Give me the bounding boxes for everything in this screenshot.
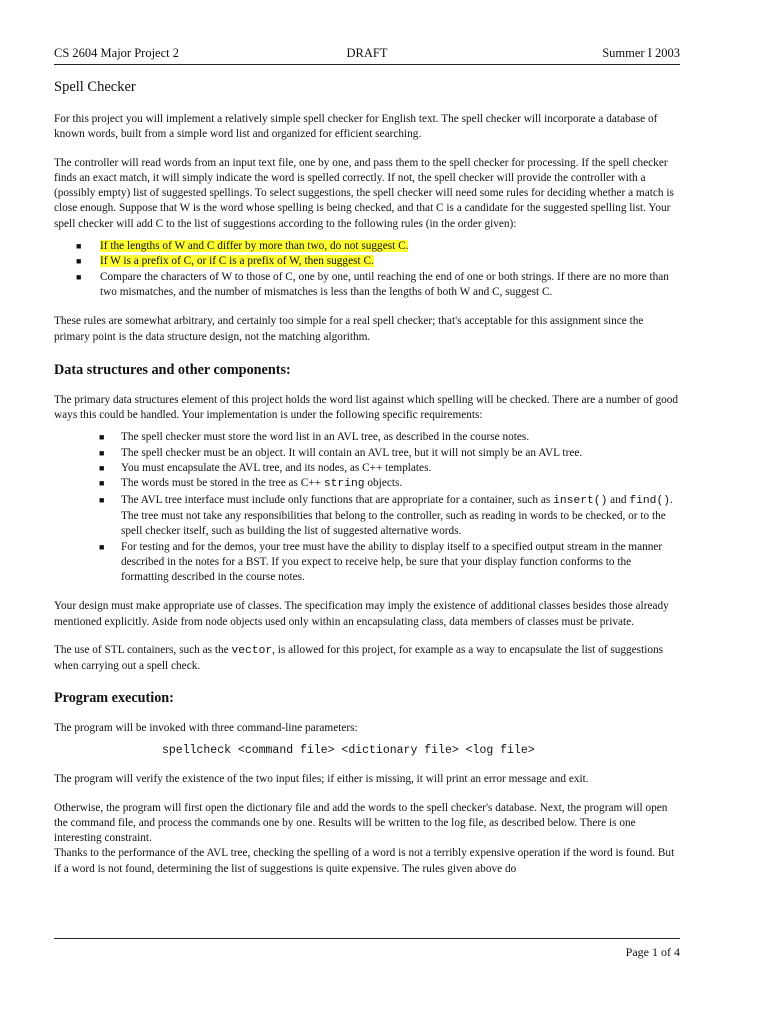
requirement-item bbox=[54, 461, 680, 476]
intro-paragraph-1: For this project you will implement a relatively simple spell checker for English text. The spell checker will incorporate a database of known words, built from a simple word list and organized for efficient searching. bbox=[54, 113, 658, 141]
execution-paragraph-1: The program will be invoked with three command-line parameters: bbox=[54, 721, 358, 734]
rule-text-highlighted: If the lengths of W and C differ by more than two, do not suggest C. bbox=[100, 240, 409, 253]
header-course: CS 2604 Major Project 2 bbox=[54, 46, 179, 60]
requirement-text: You must encapsulate the AVL tree, and its nodes, as C++ templates. bbox=[121, 462, 432, 475]
page-header bbox=[54, 46, 680, 65]
requirement-item bbox=[54, 476, 680, 492]
section-heading-program-execution: Program execution: bbox=[54, 689, 174, 706]
document-title: Spell Checker bbox=[54, 79, 136, 95]
bullet-icon: ■ bbox=[99, 494, 105, 505]
code-insert: insert() bbox=[553, 494, 608, 507]
code-vector: vector bbox=[231, 645, 273, 658]
rule-text: Compare the characters of W to those of C, one by one, until reaching the end of one or both strings. If there are no more than two mismatches, and the number of mismatches is less than the lengths of both W and C, suggest C. bbox=[100, 270, 669, 298]
page-footer bbox=[54, 938, 680, 963]
code-find: find() bbox=[629, 494, 671, 507]
stl-text: , is allowed for this project, for example as a way to encapsulate the list of suggestions when carrying out a spell check. bbox=[54, 644, 664, 673]
rule-text-highlighted: If W is a prefix of C, or if C is a prefix of W, then suggest C. bbox=[100, 255, 374, 268]
bullet-icon: ■ bbox=[76, 271, 82, 282]
requirement-text: . The tree must not take any responsibilities that belong to the controller, such as reading in words to be checked, or to the spell checker itself, such as building the list of suggested alternative words. bbox=[121, 493, 673, 538]
suggestion-rules-list bbox=[54, 239, 680, 300]
requirement-text: The words must be stored in the tree as C++ bbox=[121, 477, 324, 490]
execution-paragraph-2: The program will verify the existence of the two input files; if either is missing, it will print an error message and exit. bbox=[54, 773, 589, 786]
header-draft-label: DRAFT bbox=[346, 46, 388, 60]
code-string: string bbox=[323, 478, 365, 491]
bullet-icon: ■ bbox=[99, 541, 105, 552]
bullet-icon: ■ bbox=[76, 256, 82, 267]
document-body bbox=[54, 74, 680, 934]
command-line-example: spellcheck <command file> <dictionary file> <log file> bbox=[162, 743, 535, 757]
requirement-text: The spell checker must be an object. It will contain an AVL tree, but it will not simply be an AVL tree. bbox=[121, 446, 583, 459]
rule-item bbox=[54, 254, 680, 269]
requirement-text: objects. bbox=[364, 477, 403, 490]
stl-paragraph bbox=[54, 643, 680, 675]
requirement-text: For testing and for the demos, your tree must have the ability to display itself to a specified output stream in the manner described in the notes for a BST. If you expect to receive help, be sure that your display function conforms to the formatting described in the course notes. bbox=[121, 540, 663, 584]
requirement-text: The AVL tree interface must include only functions that are appropriate for a container, such as bbox=[121, 493, 554, 506]
requirements-list bbox=[54, 430, 680, 585]
requirement-item bbox=[54, 493, 680, 540]
requirement-text: The spell checker must store the word list in an AVL tree, as described in the course notes. bbox=[121, 431, 530, 444]
rule-item bbox=[54, 239, 680, 254]
intro-paragraph-2: The controller will read words from an input text file, one by one, and pass them to the spell checker for processing. If the spell checker finds an exact match, it will simply indicate the word is spelled correctly. If not, the spell checker will provide the controller with a (possibly empty) list of suggested spellings. To select suggestions, the spell checker will need some rules for deciding whether a match is close enough. Suppose that W is the word whose spelling is being checked, and that C is a candidate for the suggested spelling list. Your spell checker will add C to the list of suggestions according to the following rules (in the order given): bbox=[54, 156, 674, 230]
data-structures-intro: The primary data structures element of this project holds the word list against which spelling will be checked. There are a number of good ways this could be handled. Your implementation is under the following specific requirements: bbox=[54, 393, 679, 422]
rule-item bbox=[54, 270, 680, 301]
bullet-icon: ■ bbox=[76, 241, 82, 252]
requirement-text: and bbox=[607, 493, 630, 506]
requirement-item bbox=[54, 446, 680, 461]
bullet-icon: ■ bbox=[99, 463, 105, 474]
bullet-icon: ■ bbox=[99, 478, 105, 489]
stl-text: The use of STL containers, such as the bbox=[54, 644, 232, 657]
page-number: Page 1 of 4 bbox=[625, 945, 680, 959]
execution-paragraph-4: Thanks to the performance of the AVL tree, checking the spelling of a word is not a terribly expensive operation if the word is found. But if a word is not found, determining the list of suggestions is quite expensive. The rules given above do bbox=[54, 847, 675, 875]
bullet-icon: ■ bbox=[99, 447, 105, 458]
section-heading-data-structures: Data structures and other components: bbox=[54, 361, 291, 378]
requirement-item bbox=[54, 430, 680, 445]
bullet-icon: ■ bbox=[99, 432, 105, 443]
classes-paragraph: Your design must make appropriate use of classes. The specification may imply the existence of additional classes besides those already mentioned explicitly. Aside from node objects used only within an encapsulating class, data members of classes must be private. bbox=[54, 600, 669, 628]
execution-paragraph-3: Otherwise, the program will first open the dictionary file and add the words to the spell checker's database. Next, the program will open the command file, and process the commands one by one. Results will be written to the log file, as described below. There is one interesting constraint. bbox=[54, 801, 668, 845]
requirement-item bbox=[54, 540, 680, 586]
rules-note-paragraph: These rules are somewhat arbitrary, and certainly too simple for a real spell checker; that's acceptable for this assignment since the primary point is the data structure design, not the matching algorithm. bbox=[54, 315, 644, 343]
header-term: Summer I 2003 bbox=[602, 46, 680, 60]
